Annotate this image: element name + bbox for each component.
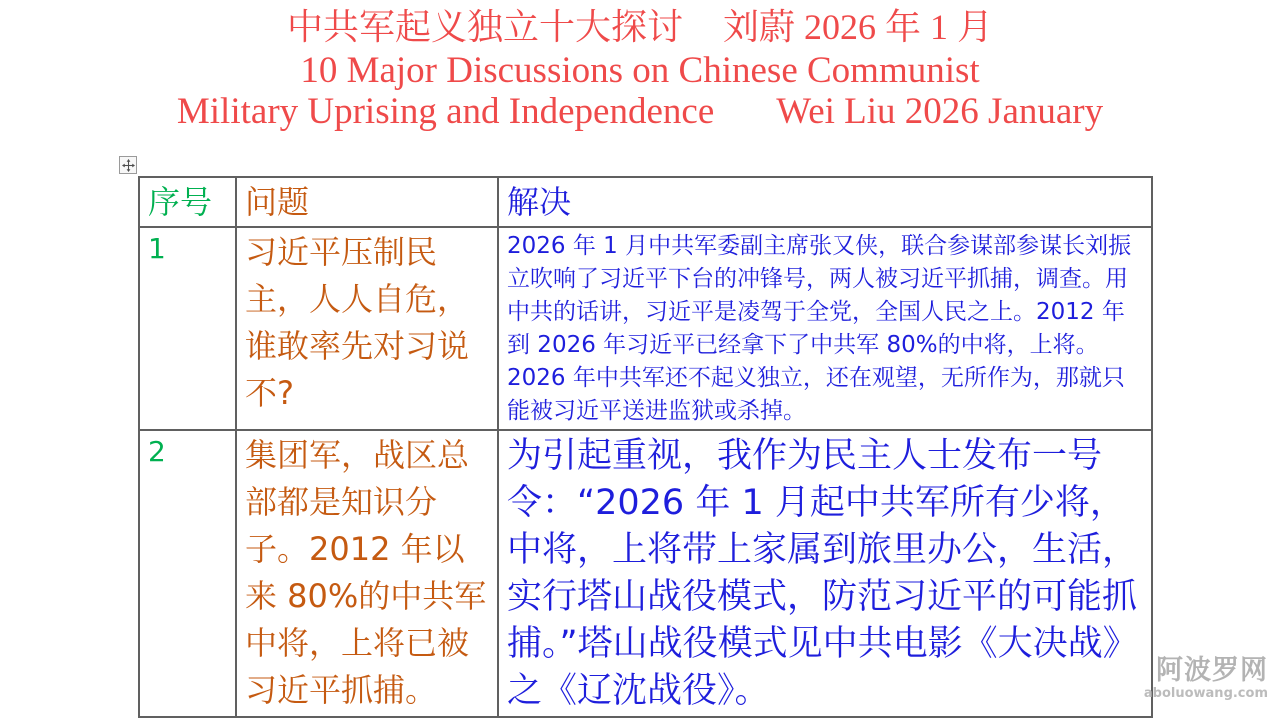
title-line-chinese <box>0 4 1280 50</box>
title-en-line2-right: Wei Liu 2026 January <box>776 91 1104 132</box>
document-title-block <box>0 4 1280 132</box>
question-cell: 集团军，战区总部都是知识分子。2012 年以来 80%的中共军中将，上将已被习近平抓捕。 <box>236 430 498 717</box>
table-header-row <box>139 177 1152 227</box>
solution-cell: 2026 年 1 月中共军委副主席张又侠，联合参谋部参谋长刘振立吹响了习近平下台的冲锋号，两人被习近平抓捕，调查。用中共的话讲，习近平是凌驾于全党，全国人民之上。2012 年到 2026 年习近平已经拿下了中共军 80%的中将，上将。2026 年中共军还不起义独立，还在观望，无所作为，那就只能被习近平送进监狱或杀掉。 <box>498 227 1152 430</box>
move-cross-icon <box>122 159 135 172</box>
row-number-cell: 1 <box>139 227 236 430</box>
column-header-solution: 解决 <box>498 177 1152 227</box>
title-zh-author-date: 刘蔚 2026 年 1 月 <box>723 7 994 47</box>
table-row <box>139 430 1152 717</box>
column-header-number: 序号 <box>139 177 236 227</box>
row-number-cell: 2 <box>139 430 236 717</box>
title-line-english-2 <box>0 91 1280 132</box>
solution-cell: 为引起重视，我作为民主人士发布一号令：“2026 年 1 月起中共军所有少将，中将，上将带上家属到旅里办公，生活，实行塔山战役模式，防范习近平的可能抓捕。”塔山战役模式见中共电影《大决战》之《辽沈战役》。 <box>498 430 1152 717</box>
column-header-question: 问题 <box>236 177 498 227</box>
question-cell: 习近平压制民主，人人自危，谁敢率先对习说不? <box>236 227 498 430</box>
discussion-table <box>138 176 1153 718</box>
title-line-english-1 <box>0 50 1280 91</box>
title-en-line2-left: Military Uprising and Independence <box>176 91 715 132</box>
watermark <box>1144 656 1268 702</box>
title-en-line1: 10 Major Discussions on Chinese Communist <box>300 50 980 91</box>
table-move-handle[interactable] <box>119 156 137 174</box>
watermark-site-name: 阿波罗网 <box>1156 655 1268 686</box>
watermark-domain: aboluowang.com <box>1143 686 1268 701</box>
table-row <box>139 227 1152 430</box>
title-zh-main: 中共军起义独立十大探讨 <box>286 7 683 47</box>
